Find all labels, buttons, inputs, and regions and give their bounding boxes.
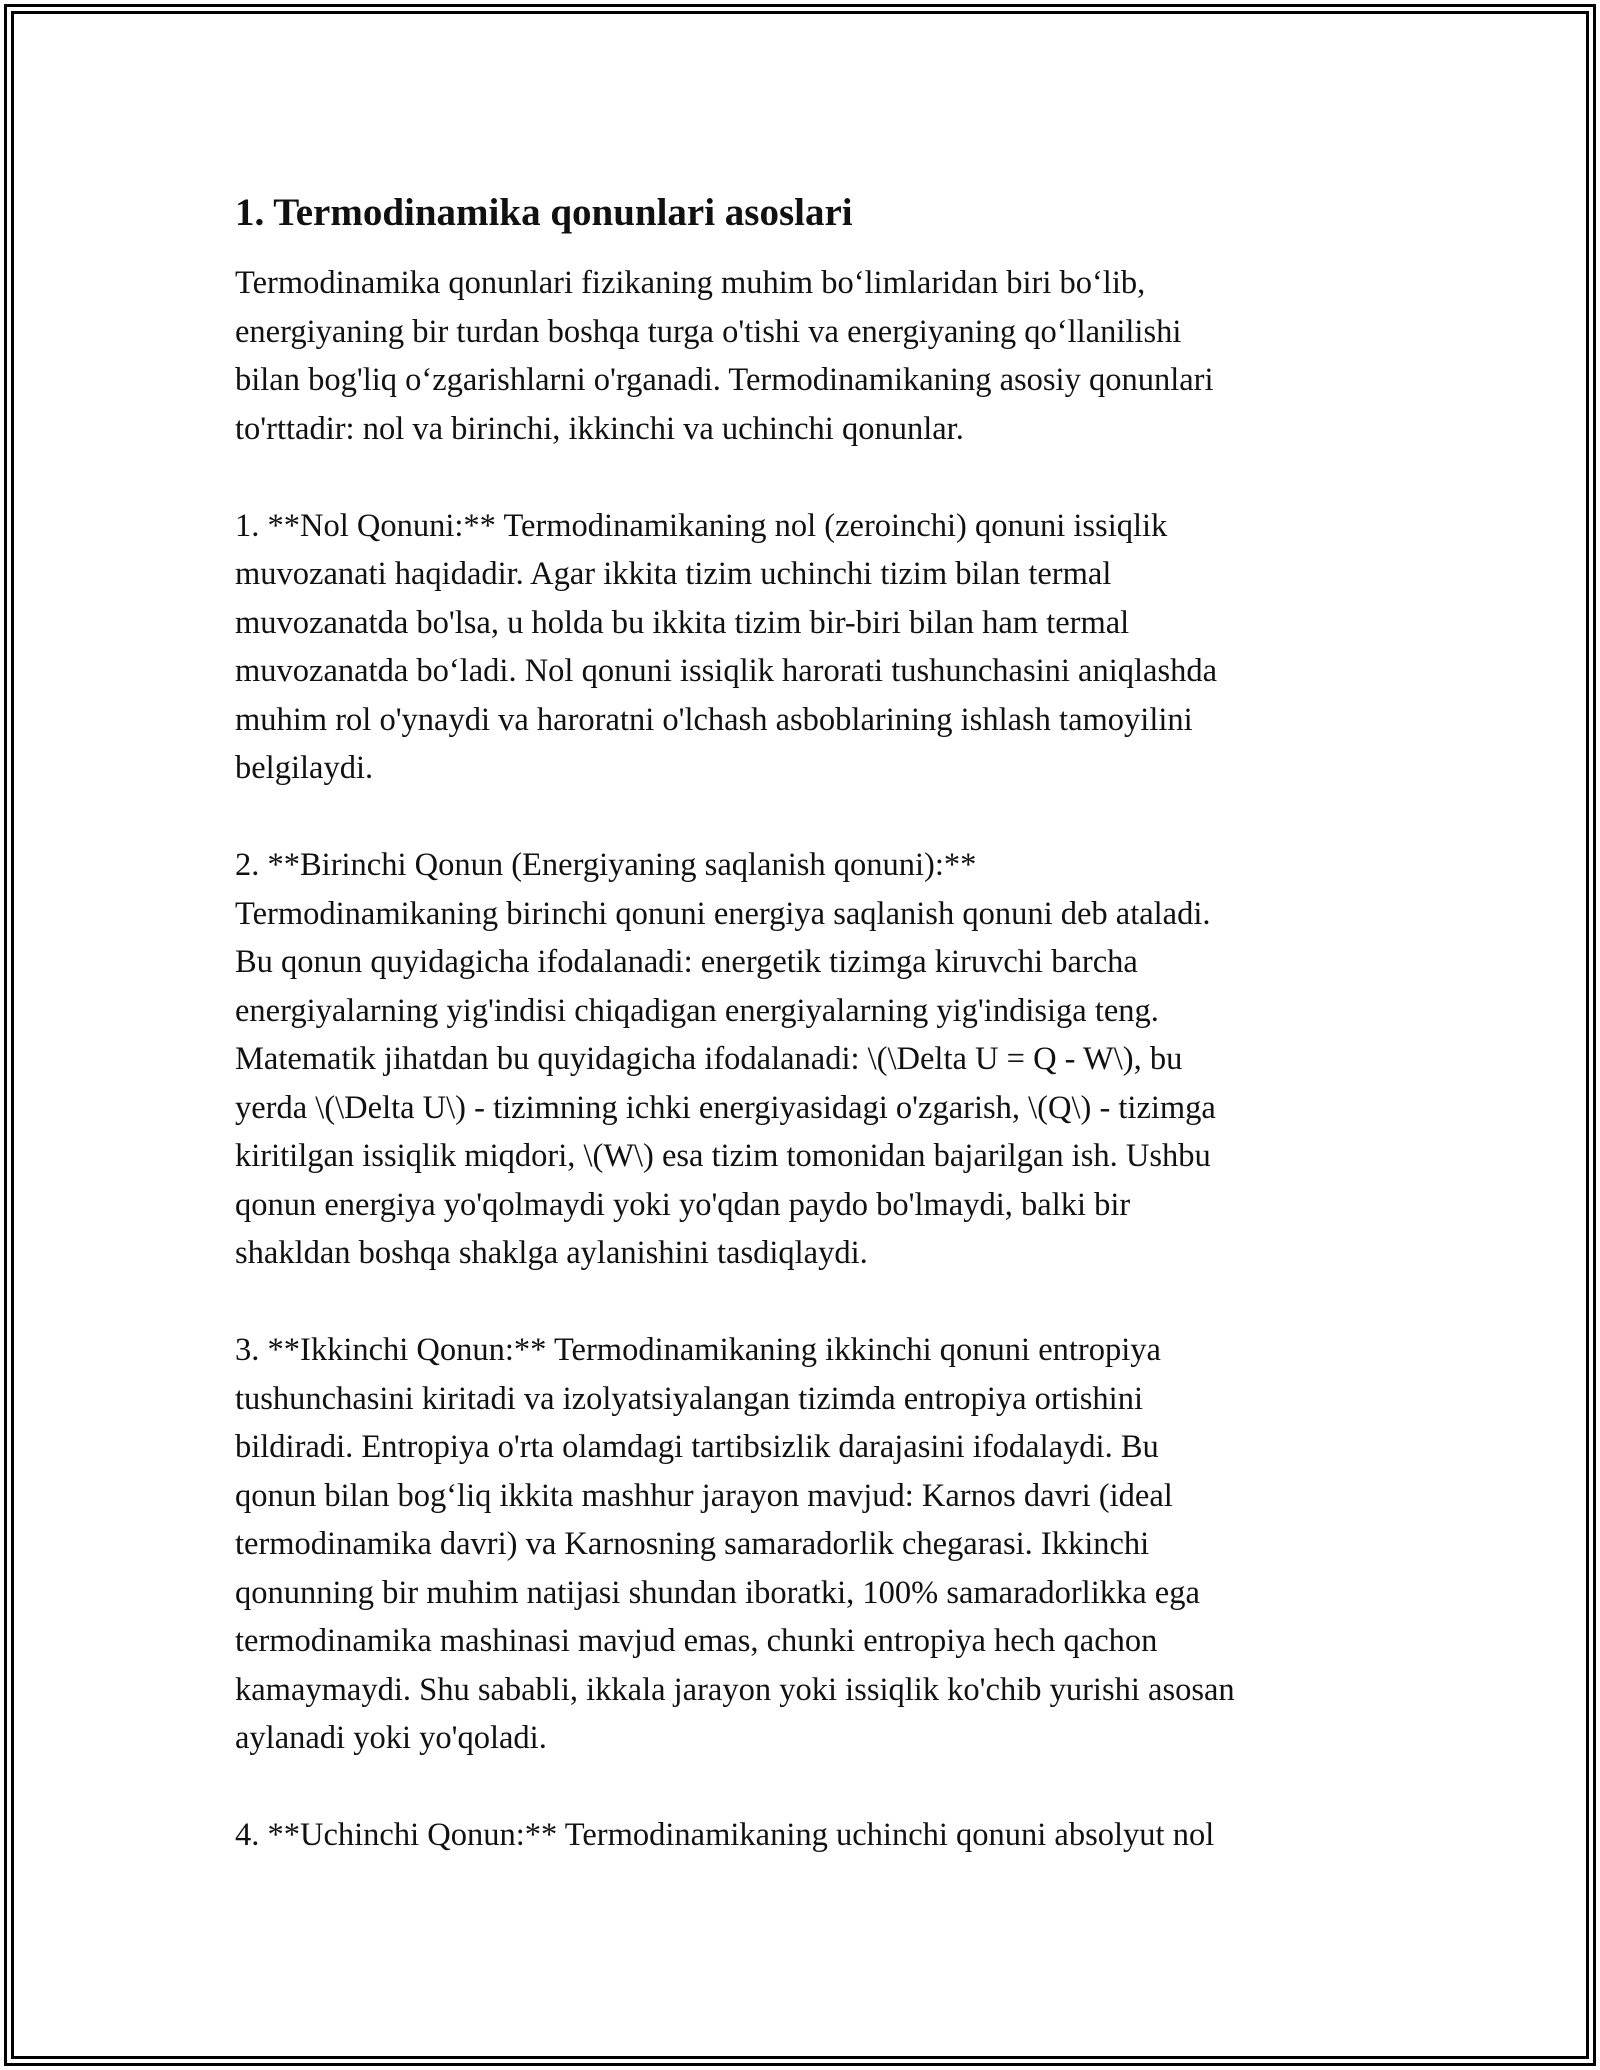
text-line: muhim rol o'ynaydi va haroratni o'lchash asboblarining ishlash tamoyilini [235,701,1193,738]
text-line: termodinamika mashinasi mavjud emas, chunki entropiya hech qachon [235,1623,1158,1659]
text-line: qonun bilan bog‘liq ikkita mashhur jarayon mavjud: Karnos davri (ideal [235,1477,1173,1514]
text-line: shakldan boshqa shaklga aylanishini tasdiqlaydi. [235,1235,868,1271]
paragraph-intro [235,259,1375,453]
text-line: energiyaning bir turdan boshqa turga o'tishi va energiyaning qo‘llanilishi [235,313,1182,350]
text-line: Termodinamika qonunlari fizikaning muhim bo‘limlaridan biri bo‘lib, [235,265,1146,301]
text-line: Termodinamikaning birinchi qonuni energiya saqlanish qonuni deb ataladi. [235,895,1211,932]
text-line: muvozanati haqidadir. Agar ikkita tizim uchinchi tizim bilan termal [235,556,1112,592]
text-line: yerda \(\Delta U\) - tizimning ichki energiyasidagi o'zgarish, \(Q\) - tizimga [235,1089,1216,1126]
text-line: termodinamika davri) va Karnosning samaradorlik chegarasi. Ikkinchi [235,1526,1150,1562]
text-line: muvozanatda bo'lsa, u holda bu ikkita tizim bir-biri bilan ham termal [235,604,1130,641]
paragraph-second-law [235,1326,1375,1763]
text-line: qonun energiya yo'qolmaydi yoki yo'qdan paydo bo'lmaydi, balki bir [235,1186,1131,1223]
text-line: qonunning bir muhim natijasi shundan iboratki, 100% samaradorlikka ega [235,1574,1200,1611]
text-line: kamaymaydi. Shu sababli, ikkala jarayon yoki issiqlik ko'chib yurishi asosan [235,1671,1235,1708]
text-line: Matematik jihatdan bu quyidagicha ifodalanadi: \(\Delta U = Q - W\), bu [235,1041,1183,1077]
text-line: 2. **Birinchi Qonun (Energiyaning saqlanish qonuni):** [235,847,977,883]
text-line: bilan bog'liq o‘zgarishlarni o'rganadi. Termodinamikaning asosiy qonunlari [235,362,1214,398]
text-line: energiyalarning yig'indisi chiqadigan energiyalarning yig'indisiga teng. [235,992,1159,1029]
paragraph-third-law [235,1811,1375,1860]
document-body [235,185,1375,1908]
text-line: Bu qonun quyidagicha ifodalanadi: energetik tizimga kiruvchi barcha [235,944,1138,980]
paragraph-zeroth-law [235,502,1375,793]
text-line: 4. **Uchinchi Qonun:** Termodinamikaning uchinchi qonuni absolyut nol [235,1817,1215,1853]
document-title: 1. Termodinamika qonunlari asoslari [235,191,853,234]
text-line: to'rttadir: nol va birinchi, ikkinchi va uchinchi qonunlar. [235,410,964,447]
text-line: kiritilgan issiqlik miqdori, \(W\) esa tizim tomonidan bajarilgan ish. Ushbu [235,1138,1211,1174]
text-line: tushunchasini kiritadi va izolyatsiyalangan tizimda entropiya ortishini [235,1380,1143,1417]
text-line: 3. **Ikkinchi Qonun:** Termodinamikaning ikkinchi qonuni entropiya [235,1332,1161,1368]
text-line: belgilaydi. [235,750,374,786]
paragraph-first-law [235,841,1375,1278]
text-line: muvozanatda bo‘ladi. Nol qonuni issiqlik harorati tushunchasini aniqlashda [235,653,1218,689]
text-line: aylanadi yoki yo'qoladi. [235,1720,547,1756]
text-line: 1. **Nol Qonuni:** Termodinamikaning nol (zeroinchi) qonuni issiqlik [235,507,1168,544]
text-line: bildiradi. Entropiya o'rta olamdagi tartibsizlik darajasini ifodalaydi. Bu [235,1429,1159,1465]
